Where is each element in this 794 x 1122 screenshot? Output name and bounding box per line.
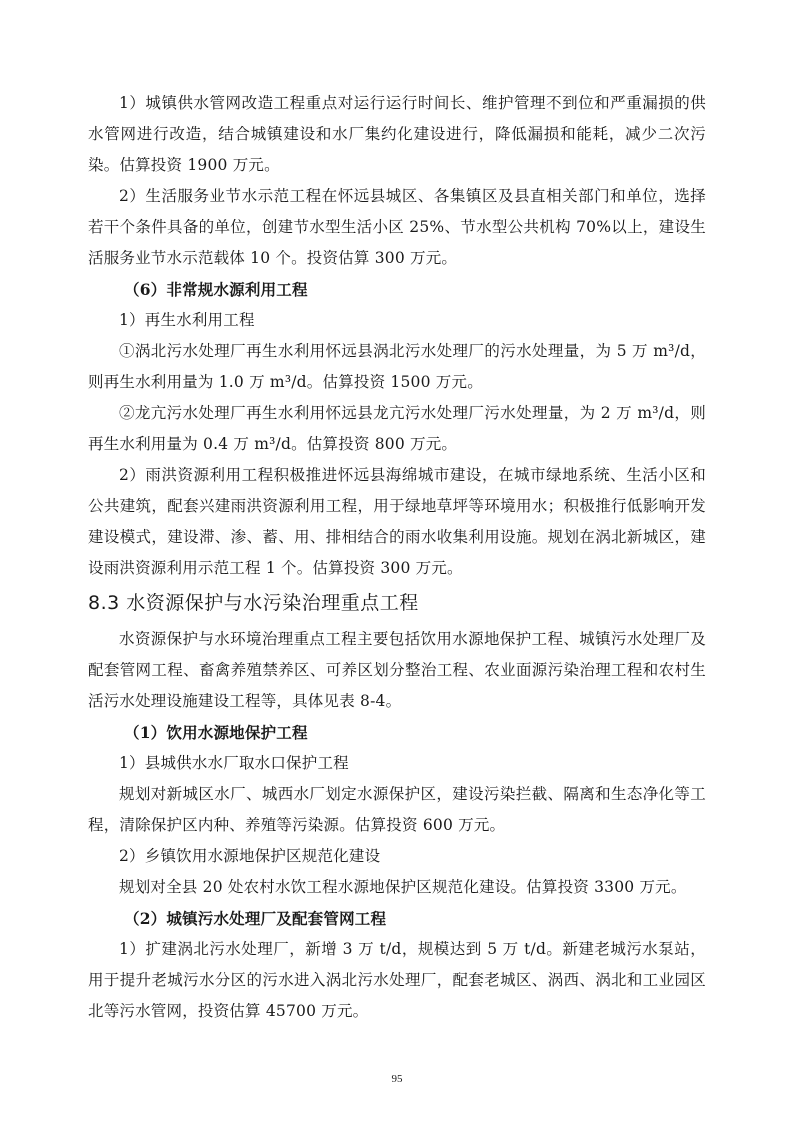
paragraph-township-source-title: 2）乡镇饮用水源地保护区规范化建设 [119, 847, 381, 865]
paragraph-intake-protection: 规划对新城区水厂、城西水厂划定水源保护区，建设污染拦截、隔离和生态净化等工程，清除保护区内种、养殖等污染源。估算投资 600 万元。 [88, 785, 706, 834]
paragraph-guobei-reclaimed-water: ①涡北污水处理厂再生水利用怀远县涡北污水处理厂的污水处理量，为 5 万 m³/d，则再生水利用量为 1.0 万 m³/d。估算投资 1500 万元。 [88, 342, 706, 391]
paragraph-reclaimed-water-title: 1）再生水利用工程 [119, 311, 255, 329]
paragraph-intake-protection-title: 1）县城供水水厂取水口保护工程 [119, 754, 349, 772]
subheading-unconventional-water: （6）非常规水源利用工程 [124, 280, 308, 299]
paragraph-sewage-plant-expansion: 1）扩建涡北污水处理厂，新增 3 万 t/d，规模达到 5 万 t/d。新建老城污水泵站，用于提升老城污水分区的污水进入涡北污水处理厂，配套老城区、涡西、涡北和工业园区北等污水管网，投资估算 45700 万元。 [88, 940, 706, 1020]
paragraph-section-intro: 水资源保护与水环境治理重点工程主要包括饮用水源地保护工程、城镇污水处理厂及配套管网工程、畜禽养殖禁养区、可养区划分整治工程、农业面源污染治理工程和农村生活污水处理设施建设工程等，具体见表 8-4。 [88, 630, 706, 710]
paragraph-water-network-renovation: 1）城镇供水管网改造工程重点对运行运行时间长、维护管理不到位和严重漏损的供水管网进行改造，结合城镇建设和水厂集约化建设进行，降低漏损和能耗，减少二次污染。估算投资 1900 万元。 [88, 94, 706, 174]
page-number: 95 [391, 1073, 403, 1085]
document-page [88, 88, 706, 1027]
paragraph-stormwater-utilization: 2）雨洪资源利用工程积极推进怀远县海绵城市建设，在城市绿地系统、生活小区和公共建筑，配套兴建雨洪资源利用工程，用于绿地草坪等环境用水；积极推行低影响开发建设模式，建设滞、渗、蓄、用、排相结合的雨水收集利用设施。规划在涡北新城区，建设雨洪资源利用示范工程 1 个。估算投资 300 万元。 [88, 466, 706, 577]
subheading-sewage-plant: （2）城镇污水处理厂及配套管网工程 [124, 909, 387, 928]
subheading-drinking-water-protection: （1）饮用水源地保护工程 [124, 723, 308, 742]
paragraph-longkang-reclaimed-water: ②龙亢污水处理厂再生水利用怀远县龙亢污水处理厂污水处理量，为 2 万 m³/d，则再生水利用量为 0.4 万 m³/d。估算投资 800 万元。 [88, 404, 706, 453]
paragraph-township-source: 规划对全县 20 处农村水饮工程水源地保护区规范化建设。估算投资 3300 万元。 [119, 878, 687, 896]
paragraph-water-saving-demo: 2）生活服务业节水示范工程在怀远县城区、各集镇区及县直相关部门和单位，选择若干个条件具备的单位，创建节水型生活小区 25%、节水型公共机构 70%以上，建设生活服务业节水示范载体 10 个。投资估算 300 万元。 [88, 187, 706, 267]
section-heading-8-3: 8.3 水资源保护与水污染治理重点工程 [88, 592, 419, 614]
